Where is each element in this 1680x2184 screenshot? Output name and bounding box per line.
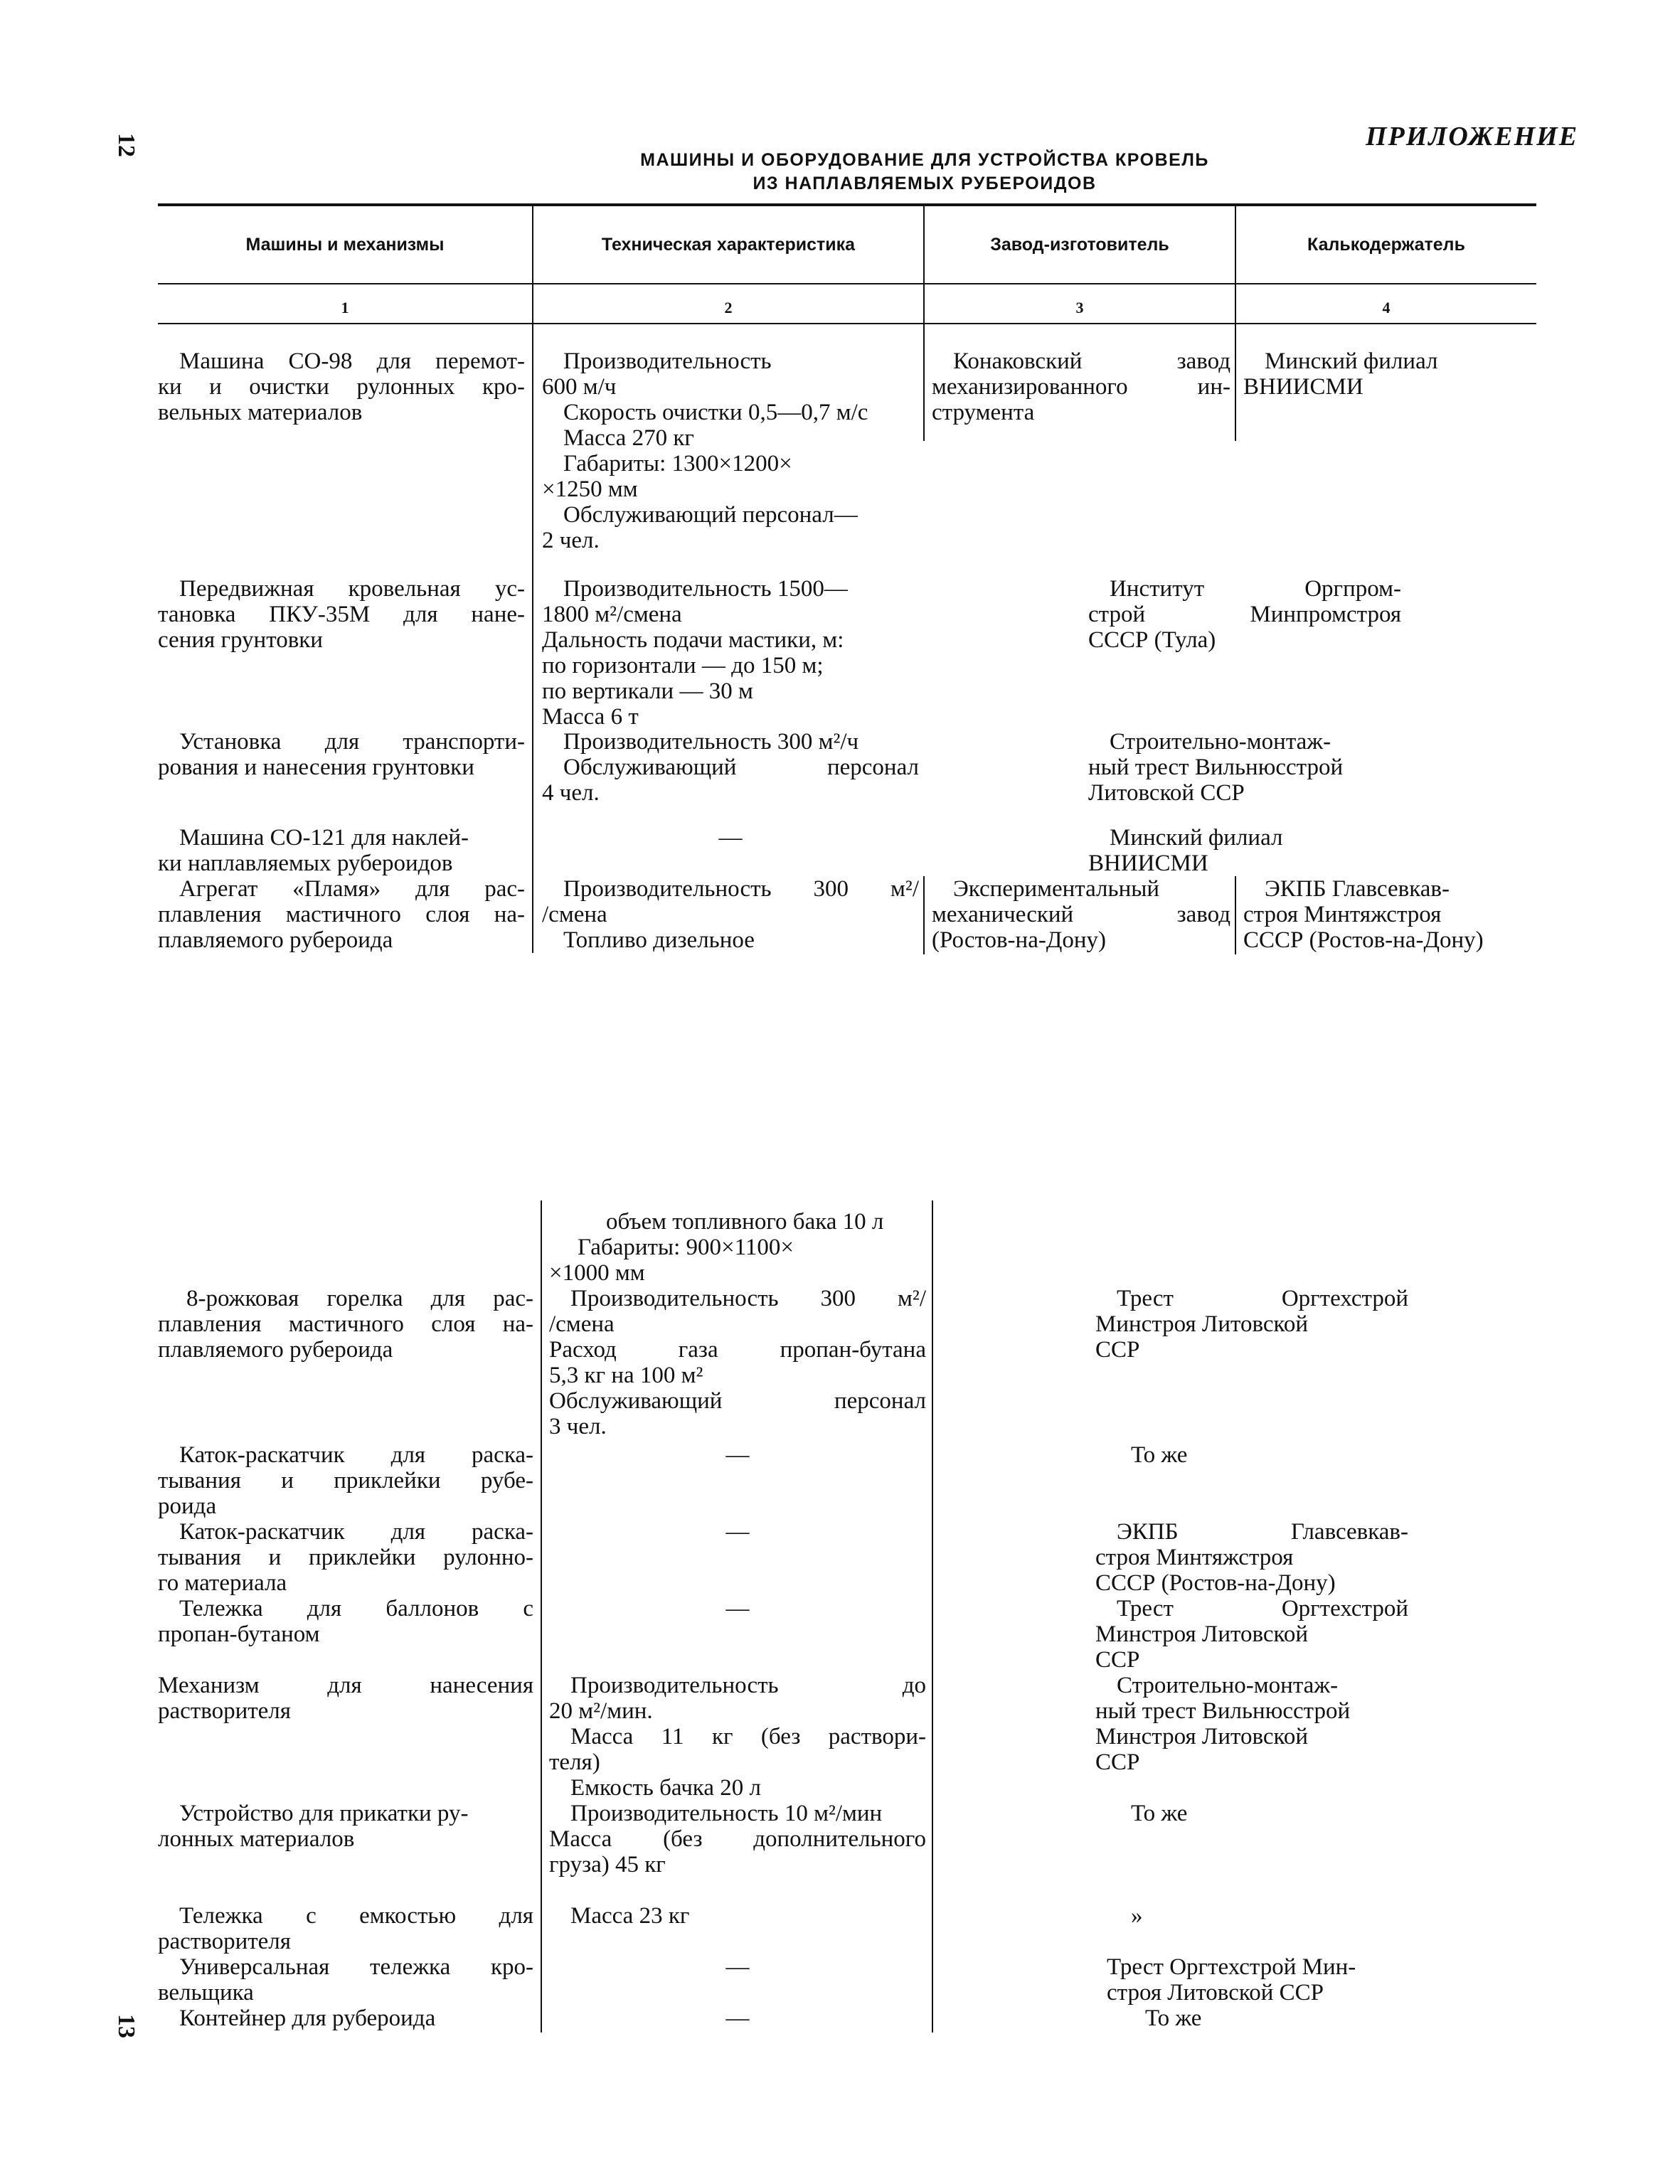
- text-line: Трест Оргтехстрой: [1117, 1596, 1408, 1621]
- dash: —: [725, 1596, 750, 1621]
- row9-maker: [1095, 1596, 1408, 1673]
- row4-machine: [158, 825, 525, 876]
- row7-tech: [549, 1442, 926, 1468]
- text-line: по вертикали — 30 м: [542, 678, 753, 704]
- text-line: ССР: [1095, 1337, 1140, 1363]
- text-line: механический завод: [932, 902, 1230, 927]
- text-line: ЭКПБ Главсевкав-: [1117, 1519, 1408, 1545]
- text-line: теля): [549, 1749, 600, 1775]
- column-number-1: 1: [341, 299, 349, 316]
- text-line: пропан-бутаном: [158, 1621, 320, 1647]
- page-title-line2: ИЗ НАПЛАВЛЯЕМЫХ РУБЕРОИДОВ: [753, 174, 1097, 193]
- text-line: растворителя: [158, 1698, 291, 1724]
- row6-machine: [158, 1286, 533, 1363]
- row2-tech: [542, 576, 919, 730]
- text-line: Трест Оргтехстрой Мин-: [1107, 1954, 1356, 1980]
- text-line: /смена: [542, 902, 607, 927]
- row5-tech: [542, 876, 919, 953]
- text-line: тывания и приклейки рубе-: [158, 1468, 533, 1493]
- row13-machine: [158, 1954, 533, 2005]
- text-line: 20 м²/мин.: [549, 1698, 653, 1724]
- text-line: То же: [1145, 2005, 1202, 2031]
- text-line: Каток-раскатчик для раска-: [179, 1519, 533, 1545]
- text-line: Устройство для прикатки ру-: [179, 1801, 469, 1826]
- text-line: плавляемого рубероида: [158, 927, 393, 953]
- row2-maker: [1088, 576, 1401, 653]
- text-line: строя Минтяжстроя: [1095, 1545, 1294, 1570]
- row2-machine: [158, 576, 525, 653]
- text-line: строй Минпромстроя: [1088, 602, 1401, 627]
- text-line: 4 чел.: [542, 780, 600, 806]
- text-line: Производительность 300 м²/ч: [563, 729, 859, 755]
- text-line: ки наплавляемых рубероидов: [158, 851, 453, 876]
- text-line: лонных материалов: [158, 1826, 355, 1852]
- column-number-3: 3: [1075, 299, 1084, 316]
- row10-maker: [1095, 1673, 1408, 1775]
- row5-tech-continued: [549, 1209, 927, 1286]
- text-line: плавления мастичного слоя на-: [158, 1311, 533, 1337]
- text-line: 8-рожковая горелка для рас-: [186, 1286, 533, 1311]
- row1-holder: [1243, 348, 1535, 400]
- row9-tech: [549, 1596, 926, 1621]
- page-number-left: 12: [113, 133, 139, 157]
- text-line: Тележка для баллонов с: [179, 1596, 533, 1621]
- text-line: То же: [1131, 1801, 1188, 1826]
- column-number-rule: [158, 323, 1536, 324]
- page-number-right: 13: [113, 2014, 139, 2038]
- text-line: Масса 270 кг: [563, 425, 694, 451]
- appendix-label: ПРИЛОЖЕНИЕ: [1366, 122, 1579, 151]
- row14-tech: [549, 2005, 926, 2031]
- table-top-rule: [158, 203, 1536, 206]
- text-line: То же: [1131, 1442, 1188, 1468]
- text-line: Трест Оргтехстрой: [1117, 1286, 1408, 1311]
- text-line: Минстроя Литовской: [1095, 1724, 1309, 1749]
- text-line: Масса (без дополнительного: [549, 1826, 926, 1852]
- text-line: Производительность 10 м²/мин: [570, 1801, 883, 1826]
- row1-machine: [158, 348, 525, 425]
- text-line: Контейнер для рубероида: [179, 2005, 436, 2031]
- dash: —: [725, 1954, 750, 1980]
- col-divider-1: [532, 206, 533, 953]
- row5-holder: [1243, 876, 1535, 953]
- text-line: Минский филиал: [1265, 348, 1438, 374]
- row5-machine: [158, 876, 525, 953]
- text-line: Производительность до: [570, 1673, 926, 1698]
- row11-tech: [549, 1801, 926, 1877]
- text-line: Строительно-монтаж-: [1110, 729, 1331, 755]
- text-line: Емкость бачка 20 л: [570, 1775, 761, 1801]
- text-line: Минстроя Литовской: [1095, 1311, 1309, 1337]
- text-line: 3 чел.: [549, 1414, 607, 1439]
- text-line: вельных материалов: [158, 400, 363, 425]
- row8-maker: [1095, 1519, 1408, 1596]
- header-machines: Машины и механизмы: [245, 235, 445, 255]
- col-divider-2b: [923, 876, 925, 954]
- row10-machine: [158, 1673, 533, 1724]
- text-line: роида: [158, 1493, 217, 1519]
- text-line: ВНИИСМИ: [1088, 851, 1208, 876]
- text-line: ССР: [1095, 1647, 1140, 1673]
- text-line: рования и нанесения грунтовки: [158, 755, 474, 780]
- row10-tech: [549, 1673, 926, 1801]
- dash: —: [718, 825, 743, 851]
- text-line: Литовской ССР: [1088, 780, 1245, 806]
- text-line: Экспериментальный: [953, 876, 1160, 902]
- text-line: Габариты: 900×1100×: [578, 1235, 794, 1260]
- text-line: ный трест Вильнюсстрой: [1095, 1698, 1351, 1724]
- text-line: растворителя: [158, 1929, 291, 1954]
- text-line: Институт Оргпром-: [1110, 576, 1401, 602]
- row11-maker: [1131, 1801, 1415, 1826]
- row13-tech: [549, 1954, 926, 1980]
- row12-tech: [549, 1903, 926, 1929]
- text-line: Производительность 300 м²/: [563, 876, 919, 902]
- column-number-2: 2: [724, 299, 733, 316]
- text-line: 600 м/ч: [542, 374, 617, 400]
- text-line: 1800 м²/смена: [542, 602, 682, 627]
- row3-tech: [542, 729, 919, 806]
- text-line: Машина СО-121 для наклей-: [179, 825, 469, 851]
- text-line: Установка для транспорти-: [179, 729, 525, 755]
- header-holder: Калькодержатель: [1307, 235, 1465, 255]
- row11-machine: [158, 1801, 533, 1852]
- text-line: Обслуживающий персонал: [563, 755, 919, 780]
- row8-tech: [549, 1519, 926, 1545]
- row6-tech: [549, 1286, 926, 1439]
- row14-maker: [1145, 2005, 1430, 2031]
- text-line: ВНИИСМИ: [1243, 374, 1363, 400]
- row3-maker: [1088, 729, 1401, 806]
- text-line: ×1250 мм: [542, 476, 638, 502]
- text-line: Универсальная тележка кро-: [179, 1954, 533, 1980]
- text-line: Производительность 300 м²/: [570, 1286, 926, 1311]
- text-line: »: [1131, 1903, 1143, 1929]
- row6-maker: [1095, 1286, 1408, 1363]
- text-line: Конаковский завод: [953, 348, 1230, 374]
- text-line: 2 чел.: [542, 528, 600, 553]
- dash: —: [725, 2005, 750, 2031]
- header-rule: [158, 283, 1536, 284]
- text-line: Расход газа пропан-бутана: [549, 1337, 926, 1363]
- row3-machine: [158, 729, 525, 780]
- text-line: Масса 23 кг: [570, 1903, 690, 1929]
- text-line: 5,3 кг на 100 м²: [549, 1363, 703, 1388]
- text-line: Тележка с емкостью для: [179, 1903, 533, 1929]
- text-line: Обслуживающий персонал—: [563, 502, 858, 528]
- text-line: ЭКПБ Главсевкав-: [1265, 876, 1450, 902]
- text-line: ный трест Вильнюсстрой: [1088, 755, 1344, 780]
- text-line: Дальность подачи мастики, м:: [542, 627, 844, 653]
- text-line: Строительно-монтаж-: [1117, 1673, 1339, 1698]
- text-line: тановка ПКУ-35М для нане-: [158, 602, 525, 627]
- text-line: механизированного ин-: [932, 374, 1230, 400]
- row8-machine: [158, 1519, 533, 1596]
- row1-maker: [932, 348, 1230, 425]
- text-line: Скорость очистки 0,5—0,7 м/с: [563, 400, 868, 425]
- header-maker: Завод-изготовитель: [990, 235, 1169, 255]
- text-line: плавляемого рубероида: [158, 1337, 393, 1363]
- text-line: ×1000 мм: [549, 1260, 645, 1286]
- text-line: Минский филиал: [1110, 825, 1283, 851]
- text-line: Масса 6 т: [542, 704, 639, 730]
- col-divider-3b: [1235, 876, 1236, 954]
- text-line: Каток-раскатчик для раска-: [179, 1442, 533, 1468]
- text-line: СССР (Ростов-на-Дону): [1095, 1570, 1336, 1596]
- text-line: струмента: [932, 400, 1035, 425]
- text-line: Габариты: 1300×1200×: [563, 451, 792, 476]
- column-number-4: 4: [1382, 299, 1391, 316]
- row4-maker: [1088, 825, 1401, 876]
- text-line: Минстроя Литовской: [1095, 1621, 1309, 1647]
- text-line: груза) 45 кг: [549, 1852, 666, 1877]
- text-line: вельщика: [158, 1980, 254, 2005]
- text-line: ССР: [1095, 1749, 1140, 1775]
- text-line: по горизонтали — до 150 м;: [542, 653, 824, 678]
- text-line: Обслуживающий персонал: [549, 1388, 926, 1414]
- row4-tech: [542, 825, 919, 851]
- header-tech: Техническая характеристика: [601, 235, 856, 255]
- dash: —: [725, 1442, 750, 1468]
- page-title-line1: МАШИНЫ И ОБОРУДОВАНИЕ ДЛЯ УСТРОЙСТВА КРОВЕЛЬ: [640, 150, 1209, 170]
- text-line: Передвижная кровельная ус-: [179, 576, 525, 602]
- text-line: Производительность: [563, 348, 772, 374]
- row9-machine: [158, 1596, 533, 1647]
- text-line: Агрегат «Пламя» для рас-: [179, 876, 525, 902]
- text-line: СССР (Тула): [1088, 627, 1216, 653]
- text-line: Топливо дизельное: [563, 927, 755, 953]
- text-line: строя Минтяжстроя: [1243, 902, 1442, 927]
- text-line: тывания и приклейки рулонно-: [158, 1545, 533, 1570]
- text-line: ки и очистки рулонных кро-: [158, 374, 525, 400]
- row7-machine: [158, 1442, 533, 1519]
- text-line: сения грунтовки: [158, 627, 323, 653]
- col-divider-b2: [932, 1200, 933, 2033]
- text-line: плавления мастичного слоя на-: [158, 902, 525, 927]
- row1-tech: [542, 348, 919, 553]
- row12-machine: [158, 1903, 533, 1954]
- text-line: Машина СО-98 для перемот-: [179, 348, 525, 374]
- row14-machine: [158, 2005, 533, 2031]
- text-line: строя Литовской ССР: [1107, 1980, 1324, 2005]
- dash: —: [725, 1519, 750, 1545]
- row13-maker: [1107, 1954, 1420, 2005]
- row12-maker: [1131, 1903, 1415, 1929]
- col-divider-b1: [541, 1200, 542, 2033]
- text-line: Механизм для нанесения: [158, 1673, 533, 1698]
- text-line: объем топливного бака 10 л: [606, 1209, 884, 1235]
- text-line: Масса 11 кг (без раствори-: [570, 1724, 926, 1749]
- text-line: Производительность 1500—: [563, 576, 848, 602]
- text-line: /смена: [549, 1311, 615, 1337]
- text-line: (Ростов-на-Дону): [932, 927, 1107, 953]
- row7-maker: [1131, 1442, 1415, 1468]
- row5-maker: [932, 876, 1230, 953]
- text-line: СССР (Ростов-на-Дону): [1243, 927, 1484, 953]
- text-line: го материала: [158, 1570, 287, 1596]
